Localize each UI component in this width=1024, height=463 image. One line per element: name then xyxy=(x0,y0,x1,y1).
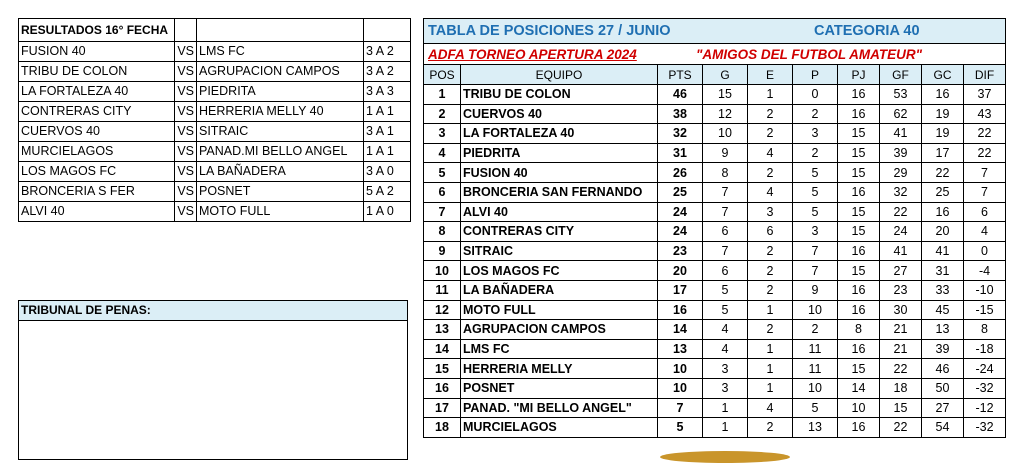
standings-cell-pts: 24 xyxy=(658,202,703,222)
standings-cell-pos: 5 xyxy=(424,163,461,183)
result-away: POSNET xyxy=(197,182,364,202)
standings-row xyxy=(424,202,1006,222)
standings-row xyxy=(424,300,1006,320)
standings-cell-g: 6 xyxy=(703,261,748,281)
standings-cell-p: 3 xyxy=(793,222,838,242)
standings-cell-pts: 13 xyxy=(658,339,703,359)
result-away: AGRUPACION CAMPOS xyxy=(197,62,364,82)
standings-cell-gf: 23 xyxy=(880,280,922,300)
standings-cell-pts: 25 xyxy=(658,182,703,202)
standings-row xyxy=(424,320,1006,340)
standings-cell-e: 2 xyxy=(748,163,793,183)
standings-cell-gc: 17 xyxy=(922,143,964,163)
standings-cell-pts: 46 xyxy=(658,85,703,105)
standings-cell-dif: 6 xyxy=(964,202,1006,222)
standings-cell-gc: 39 xyxy=(922,339,964,359)
standings-cell-gf: 22 xyxy=(880,418,922,438)
standings-cell-pos: 4 xyxy=(424,143,461,163)
standings-cell-g: 5 xyxy=(703,300,748,320)
result-home: MURCIELAGOS xyxy=(19,142,175,162)
standings-cell-team: SITRAIC xyxy=(461,241,658,261)
standings-cell-g: 3 xyxy=(703,359,748,379)
result-vs: VS xyxy=(175,82,197,102)
result-home: BRONCERIA S FER xyxy=(19,182,175,202)
standings-cell-pts: 31 xyxy=(658,143,703,163)
standings-cell-g: 7 xyxy=(703,241,748,261)
result-home: TRIBU DE COLON xyxy=(19,62,175,82)
standings-cell-p: 7 xyxy=(793,241,838,261)
standings-row xyxy=(424,339,1006,359)
standings-cell-gc: 50 xyxy=(922,378,964,398)
standings-row xyxy=(424,241,1006,261)
standings-cell-team: MOTO FULL xyxy=(461,300,658,320)
result-score: 1 A 0 xyxy=(364,202,411,222)
standings-cell-p: 10 xyxy=(793,378,838,398)
standings-cell-p: 9 xyxy=(793,280,838,300)
result-away: PIEDRITA xyxy=(197,82,364,102)
standings-cell-dif: 22 xyxy=(964,143,1006,163)
standings-title-row xyxy=(424,19,1006,44)
column-header-p: P xyxy=(793,65,838,85)
standings-cell-g: 4 xyxy=(703,320,748,340)
results-header-blank xyxy=(364,19,411,42)
standings-cell-gc: 20 xyxy=(922,222,964,242)
standings-cell-gc: 45 xyxy=(922,300,964,320)
standings-cell-gc: 25 xyxy=(922,182,964,202)
standings-cell-gf: 27 xyxy=(880,261,922,281)
standings-cell-team: CONTRERAS CITY xyxy=(461,222,658,242)
standings-cell-pts: 5 xyxy=(658,418,703,438)
column-header-e: E xyxy=(748,65,793,85)
standings-cell-pts: 38 xyxy=(658,104,703,124)
result-row xyxy=(19,82,411,102)
standings-cell-pos: 6 xyxy=(424,182,461,202)
column-header-gc: GC xyxy=(922,65,964,85)
result-score: 5 A 2 xyxy=(364,182,411,202)
standings-subtitle-tournament: ADFA TORNEO APERTURA 2024 xyxy=(428,46,637,62)
standings-cell-dif: -10 xyxy=(964,280,1006,300)
standings-row xyxy=(424,261,1006,281)
standings-cell-gc: 13 xyxy=(922,320,964,340)
result-score: 3 A 1 xyxy=(364,122,411,142)
standings-row xyxy=(424,104,1006,124)
standings-row xyxy=(424,280,1006,300)
standings-body xyxy=(424,19,1006,438)
standings-cell-pos: 15 xyxy=(424,359,461,379)
standings-cell-dif: -18 xyxy=(964,339,1006,359)
standings-cell-dif: 43 xyxy=(964,104,1006,124)
standings-cell-p: 7 xyxy=(793,261,838,281)
column-header-pts: PTS xyxy=(658,65,703,85)
standings-cell-pos: 7 xyxy=(424,202,461,222)
standings-cell-gc: 27 xyxy=(922,398,964,418)
standings-cell-pos: 10 xyxy=(424,261,461,281)
standings-cell-gc: 31 xyxy=(922,261,964,281)
standings-cell-gf: 41 xyxy=(880,241,922,261)
standings-cell-gc: 33 xyxy=(922,280,964,300)
standings-cell-pj: 16 xyxy=(838,85,880,105)
result-row xyxy=(19,162,411,182)
standings-cell-e: 2 xyxy=(748,280,793,300)
standings-cell-team: MURCIELAGOS xyxy=(461,418,658,438)
standings-cell-team: LMS FC xyxy=(461,339,658,359)
column-header-gf: GF xyxy=(880,65,922,85)
standings-cell-team: LA FORTALEZA 40 xyxy=(461,124,658,144)
standings-row xyxy=(424,418,1006,438)
standings-cell-gf: 22 xyxy=(880,202,922,222)
standings-cell-g: 4 xyxy=(703,339,748,359)
standings-cell-gf: 24 xyxy=(880,222,922,242)
standings-cell-pos: 12 xyxy=(424,300,461,320)
standings-cell-pj: 16 xyxy=(838,104,880,124)
result-home: CONTRERAS CITY xyxy=(19,102,175,122)
standings-cell-team: PANAD. "MI BELLO ANGEL" xyxy=(461,398,658,418)
result-row xyxy=(19,142,411,162)
result-vs: VS xyxy=(175,162,197,182)
standings-row xyxy=(424,85,1006,105)
standings-cell-dif: -32 xyxy=(964,378,1006,398)
result-away: SITRAIC xyxy=(197,122,364,142)
result-vs: VS xyxy=(175,122,197,142)
standings-row xyxy=(424,124,1006,144)
standings-cell-dif: -24 xyxy=(964,359,1006,379)
result-home: CUERVOS 40 xyxy=(19,122,175,142)
standings-cell-gc: 46 xyxy=(922,359,964,379)
column-header-g: G xyxy=(703,65,748,85)
result-row xyxy=(19,42,411,62)
results-header-blank xyxy=(175,19,197,42)
result-home: FUSION 40 xyxy=(19,42,175,62)
standings-cell-pos: 3 xyxy=(424,124,461,144)
result-away: MOTO FULL xyxy=(197,202,364,222)
result-vs: VS xyxy=(175,182,197,202)
standings-row xyxy=(424,359,1006,379)
standings-cell-pj: 14 xyxy=(838,378,880,398)
standings-cell-p: 5 xyxy=(793,398,838,418)
standings-cell-p: 13 xyxy=(793,418,838,438)
standings-cell-g: 7 xyxy=(703,202,748,222)
standings-cell-pj: 15 xyxy=(838,222,880,242)
standings-subtitle-league: "AMIGOS DEL FUTBOL AMATEUR" xyxy=(696,46,923,62)
standings-cell-g: 15 xyxy=(703,85,748,105)
result-row xyxy=(19,102,411,122)
standings-cell-pj: 15 xyxy=(838,163,880,183)
standings-cell-pj: 15 xyxy=(838,124,880,144)
standings-cell-team: BRONCERIA SAN FERNANDO xyxy=(461,182,658,202)
standings-cell-e: 4 xyxy=(748,398,793,418)
standings-cell-dif: 7 xyxy=(964,182,1006,202)
standings-cell-p: 5 xyxy=(793,163,838,183)
standings-cell-pos: 1 xyxy=(424,85,461,105)
standings-cell-gf: 53 xyxy=(880,85,922,105)
standings-cell-g: 8 xyxy=(703,163,748,183)
result-vs: VS xyxy=(175,102,197,122)
standings-cell-team: FUSION 40 xyxy=(461,163,658,183)
standings-cell-team: TRIBU DE COLON xyxy=(461,85,658,105)
standings-subtitle-cell xyxy=(424,44,1006,65)
standings-cell-gc: 41 xyxy=(922,241,964,261)
standings-column-headers xyxy=(424,65,1006,85)
standings-cell-gf: 21 xyxy=(880,320,922,340)
result-home: ALVI 40 xyxy=(19,202,175,222)
standings-cell-gf: 22 xyxy=(880,359,922,379)
standings-cell-e: 4 xyxy=(748,182,793,202)
standings-cell-pos: 14 xyxy=(424,339,461,359)
standings-cell-dif: -12 xyxy=(964,398,1006,418)
result-away: PANAD.MI BELLO ANGEL xyxy=(197,142,364,162)
standings-cell-pts: 10 xyxy=(658,359,703,379)
standings-cell-g: 6 xyxy=(703,222,748,242)
standings-cell-pts: 7 xyxy=(658,398,703,418)
standings-cell-gf: 41 xyxy=(880,124,922,144)
column-header-pos: POS xyxy=(424,65,461,85)
result-home: LOS MAGOS FC xyxy=(19,162,175,182)
standings-cell-pos: 17 xyxy=(424,398,461,418)
standings-cell-pos: 18 xyxy=(424,418,461,438)
standings-cell-pts: 24 xyxy=(658,222,703,242)
standings-row xyxy=(424,398,1006,418)
standings-row xyxy=(424,163,1006,183)
standings-cell-g: 10 xyxy=(703,124,748,144)
results-header-blank xyxy=(197,19,364,42)
standings-row xyxy=(424,222,1006,242)
result-vs: VS xyxy=(175,42,197,62)
standings-cell-team: PIEDRITA xyxy=(461,143,658,163)
column-header-dif: DIF xyxy=(964,65,1006,85)
standings-cell-p: 0 xyxy=(793,85,838,105)
standings-cell-e: 2 xyxy=(748,261,793,281)
standings-cell-team: LA BAÑADERA xyxy=(461,280,658,300)
standings-cell-pts: 20 xyxy=(658,261,703,281)
standings-cell-e: 3 xyxy=(748,202,793,222)
column-header-pj: PJ xyxy=(838,65,880,85)
results-title: RESULTADOS 16° FECHA xyxy=(19,19,175,42)
standings-cell-e: 2 xyxy=(748,124,793,144)
standings-cell-p: 3 xyxy=(793,124,838,144)
standings-cell-team: LOS MAGOS FC xyxy=(461,261,658,281)
standings-cell-dif: -4 xyxy=(964,261,1006,281)
standings-cell-p: 11 xyxy=(793,359,838,379)
standings-cell-pts: 14 xyxy=(658,320,703,340)
standings-cell-e: 2 xyxy=(748,418,793,438)
standings-cell-pj: 16 xyxy=(838,300,880,320)
result-score: 3 A 2 xyxy=(364,62,411,82)
standings-cell-team: HERRERIA MELLY xyxy=(461,359,658,379)
decorative-gold-shape xyxy=(660,451,790,463)
standings-cell-pj: 15 xyxy=(838,143,880,163)
standings-cell-e: 1 xyxy=(748,378,793,398)
standings-cell-p: 2 xyxy=(793,104,838,124)
standings-cell-e: 1 xyxy=(748,339,793,359)
standings-cell-pj: 8 xyxy=(838,320,880,340)
standings-cell-pj: 16 xyxy=(838,241,880,261)
standings-cell-g: 3 xyxy=(703,378,748,398)
result-row xyxy=(19,122,411,142)
standings-row xyxy=(424,182,1006,202)
standings-cell-pts: 10 xyxy=(658,378,703,398)
result-away: HERRERIA MELLY 40 xyxy=(197,102,364,122)
standings-cell-gf: 15 xyxy=(880,398,922,418)
standings-cell-gf: 29 xyxy=(880,163,922,183)
standings-cell-pos: 9 xyxy=(424,241,461,261)
standings-cell-team: ALVI 40 xyxy=(461,202,658,222)
standings-cell-pj: 10 xyxy=(838,398,880,418)
standings-subtitle-row xyxy=(424,44,1006,65)
standings-cell-pj: 15 xyxy=(838,359,880,379)
result-away: LA BAÑADERA xyxy=(197,162,364,182)
standings-cell-dif: 7 xyxy=(964,163,1006,183)
results-body xyxy=(19,19,411,222)
result-score: 3 A 0 xyxy=(364,162,411,182)
standings-cell-dif: -32 xyxy=(964,418,1006,438)
standings-cell-gc: 16 xyxy=(922,85,964,105)
standings-cell-e: 2 xyxy=(748,104,793,124)
standings-cell-pts: 17 xyxy=(658,280,703,300)
standings-cell-p: 10 xyxy=(793,300,838,320)
standings-cell-e: 1 xyxy=(748,85,793,105)
standings-cell-p: 2 xyxy=(793,143,838,163)
standings-cell-gf: 32 xyxy=(880,182,922,202)
standings-cell-pj: 16 xyxy=(838,418,880,438)
standings-cell-pj: 15 xyxy=(838,202,880,222)
standings-cell-p: 2 xyxy=(793,320,838,340)
result-score: 3 A 3 xyxy=(364,82,411,102)
result-score: 3 A 2 xyxy=(364,42,411,62)
standings-table xyxy=(423,18,1006,438)
standings-cell-pts: 23 xyxy=(658,241,703,261)
standings-cell-gc: 19 xyxy=(922,104,964,124)
standings-cell-pos: 8 xyxy=(424,222,461,242)
standings-cell-e: 4 xyxy=(748,143,793,163)
standings-cell-pts: 16 xyxy=(658,300,703,320)
standings-title-cell xyxy=(424,19,1006,44)
standings-cell-gf: 21 xyxy=(880,339,922,359)
standings-cell-gc: 54 xyxy=(922,418,964,438)
standings-cell-pj: 15 xyxy=(838,261,880,281)
standings-cell-g: 12 xyxy=(703,104,748,124)
standings-cell-gf: 18 xyxy=(880,378,922,398)
standings-cell-dif: 22 xyxy=(964,124,1006,144)
result-score: 1 A 1 xyxy=(364,142,411,162)
standings-cell-e: 1 xyxy=(748,300,793,320)
results-table xyxy=(18,18,411,222)
result-away: LMS FC xyxy=(197,42,364,62)
standings-cell-gc: 16 xyxy=(922,202,964,222)
result-vs: VS xyxy=(175,62,197,82)
standings-row xyxy=(424,143,1006,163)
standings-cell-e: 1 xyxy=(748,359,793,379)
standings-cell-pts: 32 xyxy=(658,124,703,144)
result-row xyxy=(19,62,411,82)
standings-title: TABLA DE POSICIONES 27 / JUNIO xyxy=(428,23,671,39)
result-row xyxy=(19,182,411,202)
standings-cell-gc: 22 xyxy=(922,163,964,183)
tribunal-title: TRIBUNAL DE PENAS: xyxy=(19,301,407,321)
standings-cell-pos: 16 xyxy=(424,378,461,398)
standings-cell-team: POSNET xyxy=(461,378,658,398)
standings-cell-e: 2 xyxy=(748,241,793,261)
standings-cell-g: 9 xyxy=(703,143,748,163)
standings-cell-pj: 16 xyxy=(838,182,880,202)
standings-cell-gf: 30 xyxy=(880,300,922,320)
standings-cell-p: 11 xyxy=(793,339,838,359)
result-vs: VS xyxy=(175,142,197,162)
standings-row xyxy=(424,378,1006,398)
standings-cell-gf: 39 xyxy=(880,143,922,163)
standings-cell-dif: 37 xyxy=(964,85,1006,105)
standings-cell-g: 1 xyxy=(703,398,748,418)
results-header-row xyxy=(19,19,411,42)
standings-cell-gf: 62 xyxy=(880,104,922,124)
result-row xyxy=(19,202,411,222)
standings-cell-e: 6 xyxy=(748,222,793,242)
standings-cell-dif: 4 xyxy=(964,222,1006,242)
column-header-equipo: EQUIPO xyxy=(461,65,658,85)
standings-cell-g: 7 xyxy=(703,182,748,202)
standings-cell-g: 1 xyxy=(703,418,748,438)
result-vs: VS xyxy=(175,202,197,222)
standings-cell-pts: 26 xyxy=(658,163,703,183)
standings-category: CATEGORIA 40 xyxy=(814,23,920,39)
standings-cell-gc: 19 xyxy=(922,124,964,144)
standings-cell-pj: 16 xyxy=(838,280,880,300)
standings-cell-pos: 13 xyxy=(424,320,461,340)
standings-cell-team: AGRUPACION CAMPOS xyxy=(461,320,658,340)
result-score: 1 A 1 xyxy=(364,102,411,122)
tribunal-box xyxy=(18,300,408,460)
standings-cell-g: 5 xyxy=(703,280,748,300)
standings-cell-dif: -15 xyxy=(964,300,1006,320)
standings-cell-team: CUERVOS 40 xyxy=(461,104,658,124)
standings-cell-dif: 0 xyxy=(964,241,1006,261)
standings-cell-pj: 16 xyxy=(838,339,880,359)
result-home: LA FORTALEZA 40 xyxy=(19,82,175,102)
standings-cell-e: 2 xyxy=(748,320,793,340)
standings-cell-p: 5 xyxy=(793,182,838,202)
standings-cell-p: 5 xyxy=(793,202,838,222)
standings-cell-dif: 8 xyxy=(964,320,1006,340)
standings-cell-pos: 11 xyxy=(424,280,461,300)
standings-cell-pos: 2 xyxy=(424,104,461,124)
